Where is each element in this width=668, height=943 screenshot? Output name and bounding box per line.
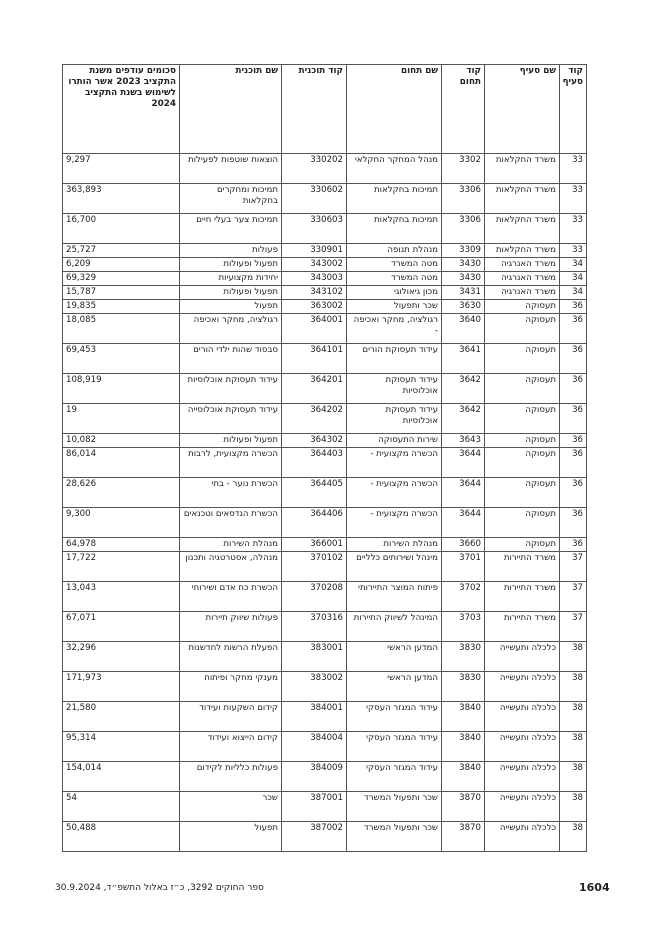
cell-domain-code: 3644 (442, 448, 485, 478)
table-row (63, 184, 587, 214)
budget-surplus-table (62, 64, 587, 852)
cell-domain-code: 3660 (442, 538, 485, 552)
cell-section-name: כלכלה ותעשייה (485, 702, 560, 732)
cell-surplus-amount: 28,626 (63, 478, 180, 508)
cell-program-name: תפעול (180, 822, 282, 852)
cell-domain-name: מטה המשרד (347, 272, 442, 286)
cell-program-code: 343003 (282, 272, 347, 286)
cell-section-name: משרד האנרגיה (485, 272, 560, 286)
cell-program-code: 387002 (282, 822, 347, 852)
cell-domain-code: 3306 (442, 184, 485, 214)
cell-domain-code: 3430 (442, 258, 485, 272)
cell-program-name: קידום הייצוא ועידוד (180, 732, 282, 762)
footer-source: ספר החוקים 3292, כ״ז באלול התשפ״ד, 30.9.2024 (55, 883, 264, 893)
cell-program-name: פעולות שיווק תיירות (180, 612, 282, 642)
cell-domain-name: עידוד תעסוקת הורים (347, 344, 442, 374)
cell-surplus-amount: 64,978 (63, 538, 180, 552)
cell-surplus-amount: 154,014 (63, 762, 180, 792)
cell-program-code: 330901 (282, 244, 347, 258)
header-section-name: שם סעיף (485, 65, 560, 154)
cell-section-code: 37 (560, 612, 587, 642)
table-row (63, 612, 587, 642)
cell-surplus-amount: 13,043 (63, 582, 180, 612)
cell-domain-name: המדען הראשי (347, 672, 442, 702)
cell-domain-name: מנהלת תנופה (347, 244, 442, 258)
table-row (63, 314, 587, 344)
cell-domain-name: מכון גיאולוגי (347, 286, 442, 300)
cell-program-code: 330202 (282, 154, 347, 184)
cell-section-code: 36 (560, 374, 587, 404)
cell-surplus-amount: 17,722 (63, 552, 180, 582)
cell-section-name: תעסוקה (485, 508, 560, 538)
cell-surplus-amount: 171,973 (63, 672, 180, 702)
cell-domain-name: הכשרה מקצועית - (347, 478, 442, 508)
cell-domain-name: הכשרה מקצועית - (347, 448, 442, 478)
cell-program-code: 384009 (282, 762, 347, 792)
cell-surplus-amount: 50,488 (63, 822, 180, 852)
cell-domain-name: המדען הראשי (347, 642, 442, 672)
cell-domain-code: 3701 (442, 552, 485, 582)
cell-surplus-amount: 10,082 (63, 434, 180, 448)
cell-surplus-amount: 95,314 (63, 732, 180, 762)
header-section-code: קוד סעיף (560, 65, 587, 154)
table-row (63, 508, 587, 538)
cell-domain-name: הכשרה מקצועית - (347, 508, 442, 538)
cell-domain-code: 3840 (442, 762, 485, 792)
cell-domain-name: עידוד המגזר העסקי (347, 732, 442, 762)
cell-domain-code: 3643 (442, 434, 485, 448)
table-row (63, 300, 587, 314)
cell-section-name: תעסוקה (485, 374, 560, 404)
cell-section-code: 38 (560, 822, 587, 852)
cell-surplus-amount: 6,209 (63, 258, 180, 272)
cell-domain-name: עידוד המגזר העסקי (347, 702, 442, 732)
cell-program-code: 364403 (282, 448, 347, 478)
cell-section-name: תעסוקה (485, 300, 560, 314)
cell-program-code: 364405 (282, 478, 347, 508)
cell-domain-name: תמיכות בחקלאות (347, 214, 442, 244)
cell-domain-name: שכר ותפעול (347, 300, 442, 314)
cell-program-code: 364302 (282, 434, 347, 448)
cell-program-name: הכשרת כח אדם ושירותי (180, 582, 282, 612)
cell-program-code: 343002 (282, 258, 347, 272)
cell-section-code: 38 (560, 732, 587, 762)
cell-program-code: 363002 (282, 300, 347, 314)
cell-program-name: סבסוד שהות ילדי הורים (180, 344, 282, 374)
cell-domain-name: עידוד המגזר העסקי (347, 762, 442, 792)
table-row (63, 762, 587, 792)
cell-section-name: תעסוקה (485, 344, 560, 374)
cell-program-code: 370102 (282, 552, 347, 582)
cell-domain-code: 3830 (442, 642, 485, 672)
cell-domain-code: 3830 (442, 672, 485, 702)
cell-program-name: הוצאות שוטפות לפעילות (180, 154, 282, 184)
cell-section-code: 34 (560, 272, 587, 286)
table-row (63, 434, 587, 448)
table-row (63, 374, 587, 404)
cell-section-name: משרד האנרגיה (485, 286, 560, 300)
cell-surplus-amount: 19 (63, 404, 180, 434)
cell-section-name: תעסוקה (485, 314, 560, 344)
table-row (63, 792, 587, 822)
table-row (63, 538, 587, 552)
cell-program-code: 370316 (282, 612, 347, 642)
cell-section-code: 36 (560, 300, 587, 314)
cell-surplus-amount: 9,300 (63, 508, 180, 538)
cell-program-code: 383002 (282, 672, 347, 702)
cell-surplus-amount: 86,014 (63, 448, 180, 478)
cell-program-code: 370208 (282, 582, 347, 612)
cell-surplus-amount: 363,893 (63, 184, 180, 214)
budget-surplus-table-sheet (66, 64, 587, 852)
cell-section-code: 38 (560, 792, 587, 822)
cell-domain-code: 3306 (442, 214, 485, 244)
cell-section-name: משרד התיירות (485, 612, 560, 642)
cell-program-code: 384001 (282, 702, 347, 732)
cell-domain-code: 3703 (442, 612, 485, 642)
cell-surplus-amount: 16,700 (63, 214, 180, 244)
table-row (63, 448, 587, 478)
cell-domain-code: 3302 (442, 154, 485, 184)
header-program-code: קוד תוכנית (282, 65, 347, 154)
cell-program-code: 343102 (282, 286, 347, 300)
cell-surplus-amount: 69,329 (63, 272, 180, 286)
cell-surplus-amount: 18,085 (63, 314, 180, 344)
cell-section-code: 36 (560, 538, 587, 552)
cell-domain-name: עידוד תעסוקת אוכלוסיות (347, 404, 442, 434)
cell-section-code: 36 (560, 478, 587, 508)
cell-surplus-amount: 25,727 (63, 244, 180, 258)
cell-section-code: 33 (560, 214, 587, 244)
cell-section-code: 38 (560, 762, 587, 792)
cell-domain-name: מנהלת השירות (347, 538, 442, 552)
table-header-row (63, 65, 587, 154)
cell-domain-code: 3644 (442, 478, 485, 508)
cell-section-name: משרד החקלאות (485, 184, 560, 214)
cell-section-name: משרד החקלאות (485, 214, 560, 244)
cell-section-code: 37 (560, 552, 587, 582)
page-number: 1604 (579, 881, 610, 894)
cell-program-name: תפעול (180, 300, 282, 314)
cell-domain-code: 3641 (442, 344, 485, 374)
cell-program-name: שכר (180, 792, 282, 822)
cell-section-code: 33 (560, 244, 587, 258)
cell-program-name: קידום השקעות ועידוד (180, 702, 282, 732)
cell-surplus-amount: 69,453 (63, 344, 180, 374)
cell-surplus-amount: 21,580 (63, 702, 180, 732)
cell-domain-code: 3642 (442, 404, 485, 434)
cell-section-code: 36 (560, 404, 587, 434)
cell-surplus-amount: 108,919 (63, 374, 180, 404)
table-row (63, 286, 587, 300)
cell-program-name: יחידות מקצועיות (180, 272, 282, 286)
cell-domain-name: מינהל ושירותים כלליים (347, 552, 442, 582)
cell-section-code: 38 (560, 672, 587, 702)
cell-section-code: 36 (560, 314, 587, 344)
cell-domain-code: 3309 (442, 244, 485, 258)
table-row (63, 344, 587, 374)
cell-section-code: 34 (560, 258, 587, 272)
cell-program-code: 330602 (282, 184, 347, 214)
cell-program-name: פעולות (180, 244, 282, 258)
cell-section-code: 36 (560, 344, 587, 374)
cell-domain-name: שכר ותפעול המשרד (347, 822, 442, 852)
cell-section-name: תעסוקה (485, 404, 560, 434)
cell-surplus-amount: 32,296 (63, 642, 180, 672)
cell-program-name: תמיכות ומחקרים בחקלאות (180, 184, 282, 214)
cell-section-code: 34 (560, 286, 587, 300)
header-domain-name: שם תחום (347, 65, 442, 154)
cell-surplus-amount: 67,071 (63, 612, 180, 642)
cell-section-code: 33 (560, 154, 587, 184)
cell-domain-name: תמיכות בחקלאות (347, 184, 442, 214)
cell-section-name: כלכלה ותעשייה (485, 762, 560, 792)
cell-domain-name: שכר ותפעול המשרד (347, 792, 442, 822)
cell-domain-code: 3642 (442, 374, 485, 404)
cell-program-name: תפעול ופעולות (180, 258, 282, 272)
cell-section-name: משרד החקלאות (485, 244, 560, 258)
cell-surplus-amount: 9,297 (63, 154, 180, 184)
cell-section-name: תעסוקה (485, 434, 560, 448)
table-row (63, 404, 587, 434)
cell-section-name: כלכלה ותעשייה (485, 732, 560, 762)
cell-domain-code: 3702 (442, 582, 485, 612)
table-body (63, 154, 587, 852)
table-row (63, 642, 587, 672)
cell-section-code: 37 (560, 582, 587, 612)
table-row (63, 552, 587, 582)
cell-domain-name: עידוד תעסוקת אוכלוסיות (347, 374, 442, 404)
cell-section-name: כלכלה ותעשייה (485, 822, 560, 852)
cell-program-name: תמיכות צער בעלי חיים (180, 214, 282, 244)
cell-section-code: 38 (560, 702, 587, 732)
cell-section-code: 36 (560, 434, 587, 448)
cell-section-name: משרד התיירות (485, 552, 560, 582)
cell-program-name: עידוד תעסוקת אוכלוסיות (180, 374, 282, 404)
cell-domain-code: 3870 (442, 822, 485, 852)
cell-domain-name: פיתוח המוצר התיירותי (347, 582, 442, 612)
cell-domain-name: שירות התעסוקה (347, 434, 442, 448)
cell-domain-name: המינהל לשיווק התיירות (347, 612, 442, 642)
cell-domain-code: 3840 (442, 732, 485, 762)
cell-domain-name: רגולציה, מחקר ואכיפה - (347, 314, 442, 344)
table-row (63, 672, 587, 702)
table-row (63, 822, 587, 852)
table-row (63, 702, 587, 732)
cell-section-name: משרד האנרגיה (485, 258, 560, 272)
cell-program-name: תפעול ופעולות (180, 286, 282, 300)
cell-program-name: הכשרת נוער - בתי (180, 478, 282, 508)
cell-program-name: הכשרת הנדסאים וטכנאים (180, 508, 282, 538)
cell-section-name: תעסוקה (485, 538, 560, 552)
cell-section-name: תעסוקה (485, 478, 560, 508)
cell-section-code: 38 (560, 642, 587, 672)
table-row (63, 732, 587, 762)
cell-program-name: הפעלת הרשות לחדשנות (180, 642, 282, 672)
cell-section-code: 36 (560, 508, 587, 538)
cell-program-code: 366001 (282, 538, 347, 552)
cell-domain-name: מטה המשרד (347, 258, 442, 272)
cell-domain-code: 3640 (442, 314, 485, 344)
cell-section-code: 36 (560, 448, 587, 478)
table-row (63, 214, 587, 244)
cell-section-name: משרד התיירות (485, 582, 560, 612)
cell-program-code: 330603 (282, 214, 347, 244)
header-program-name: שם תוכנית (180, 65, 282, 154)
cell-program-code: 364202 (282, 404, 347, 434)
cell-program-code: 383001 (282, 642, 347, 672)
cell-domain-name: מנהל המחקר החקלאי (347, 154, 442, 184)
cell-domain-code: 3630 (442, 300, 485, 314)
cell-program-code: 364001 (282, 314, 347, 344)
cell-domain-code: 3430 (442, 272, 485, 286)
cell-surplus-amount: 15,787 (63, 286, 180, 300)
table-row (63, 582, 587, 612)
cell-program-code: 364201 (282, 374, 347, 404)
cell-program-name: תפעול ופעולות (180, 434, 282, 448)
cell-domain-code: 3644 (442, 508, 485, 538)
cell-program-code: 387001 (282, 792, 347, 822)
cell-surplus-amount: 19,835 (63, 300, 180, 314)
cell-domain-code: 3840 (442, 702, 485, 732)
cell-program-name: עידוד תעסוקת אוכלוסייה (180, 404, 282, 434)
cell-program-name: רגולציה, מחקר ואכיפה (180, 314, 282, 344)
header-domain-code: קוד תחום (442, 65, 485, 154)
cell-program-code: 364101 (282, 344, 347, 374)
header-surplus-amount: סכומים עודפים משנת התקציב 2023 אשר הותרו לשימוש בשנת התקציב 2024 (63, 65, 180, 154)
cell-program-name: פעולות כלליות לקידום (180, 762, 282, 792)
cell-domain-code: 3431 (442, 286, 485, 300)
table-row (63, 244, 587, 258)
cell-section-name: כלכלה ותעשייה (485, 792, 560, 822)
table-row (63, 478, 587, 508)
cell-program-name: מנהלה, אסטרטגיה ותכנון (180, 552, 282, 582)
cell-section-code: 33 (560, 184, 587, 214)
cell-program-name: מנהלת השירות (180, 538, 282, 552)
cell-section-name: כלכלה ותעשייה (485, 642, 560, 672)
cell-section-name: כלכלה ותעשייה (485, 672, 560, 702)
cell-program-name: הכשרה מקצועית, לרבות (180, 448, 282, 478)
cell-section-name: תעסוקה (485, 448, 560, 478)
table-row (63, 258, 587, 272)
cell-section-name: משרד החקלאות (485, 154, 560, 184)
table-row (63, 154, 587, 184)
cell-program-name: מענקי מחקר ופיתוח (180, 672, 282, 702)
cell-surplus-amount: 54 (63, 792, 180, 822)
cell-domain-code: 3870 (442, 792, 485, 822)
table-row (63, 272, 587, 286)
cell-program-code: 384004 (282, 732, 347, 762)
cell-program-code: 364406 (282, 508, 347, 538)
